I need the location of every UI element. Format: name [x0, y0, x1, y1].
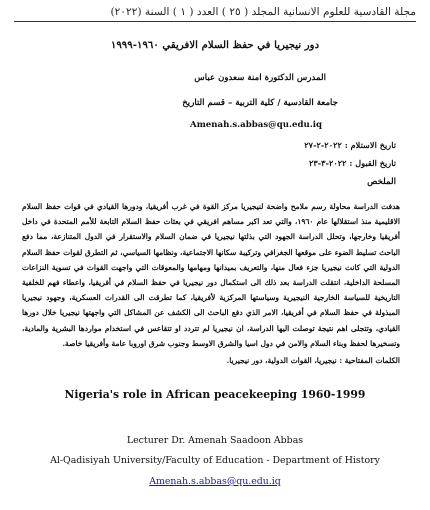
journal-header: مجلة القادسية للعلوم الانسانية المجلد ( ٢٥ ) العدد ( ١ ) السنة (٢٠٢٢) [14, 6, 416, 22]
arabic-affiliation: جامعة القادسية / كلية التربية – قسم التاريخ [182, 98, 338, 108]
english-author: Lecturer Dr. Amenah Saadoon Abbas [126, 435, 304, 446]
english-title: Nigeria's role in African peacekeeping 1960-1999 [64, 388, 366, 401]
received-date: تاريخ الاستلام : ٢٠٢٢-٢-٢٧ [304, 140, 396, 150]
accepted-date: تاريخ القبول : ٢٠٢٢-٣-٢٣ [308, 158, 396, 168]
arabic-keywords: الكلمات المفتاحية : نيجيريا، القوات الدولية، دور نيجيريا. [226, 356, 400, 365]
arabic-title: دور نيجيريا في حفظ السلام الافريقي ١٩٦٠-١٩٩٩ [110, 39, 320, 51]
arabic-author: المدرس الدكتورة امنة سعدون عباس [194, 73, 326, 83]
arabic-abstract: هدفت الدراسة محاولة رسم ملامح واضحة لنيجيريا مركز القوة في غرب أفريقيا، ودورها القيادي في قوات حفظ السلام الاقليمية منذ استقلالها عام ١٩٦٠، والتي تعد اكبر مساهم افريقي في بعثات حفظ السلام التابعة للأمم المتحدة في داخل أفريقيا وخارجها، وتحلل الدراسة الجهود التي بذلتها نيجيريا في ضمان السلام والاستقرار في الدول المتنازعة، مما دفع الباحث تسليط الضوء على موقعها الجغرافي وتركيبة سكانها الاجتماعية، ونظامها السياسي، ثم التطرق لقوات حفظ السلام الدولية التي كانت نيجيريا جزء فعال منها، والتعريف بميدانها ومهامها والمعوقات التي واجهت القوات في تسوية النزاعات المسلحة الداخلية، انتقلت الدراسة بعد ذلك الى استكمال دور نيجيريا في حفظ السلام في أفريقيا، واعطاء فهم للخلفية التاريخية للسياسة الخارجية النيجيرية وسياستها المركزية لأفريقيا، كما تطرقت الى القدرات العسكرية، وجهود نيجيريا المبذولة في حفظ السلام في أفريقيا، الامر الذي دفع الباحث الى الكشف عن المشاكل التي واجهتها نيجيريا خلال دورها القيادي، وتتجلى اهم نتيجة توصلت اليها الدراسة، ان نيجيريا لم تتردد او تتقاعس في استخدام مواردها البشرية والمادية، وتسخيرها لحفظ وبناء السلام والامن في دول اسيا والشرق الاوسط وجنوب شرق اوروبا عامة وأفريقيا خاصة. [22, 202, 400, 348]
english-affiliation: Al-Qadisiyah University/Faculty of Education - Department of History [50, 455, 380, 466]
abstract-heading: الملخص [367, 177, 396, 187]
english-email[interactable]: Amenah.s.abbas@qu.edu.iq [149, 476, 281, 487]
arabic-email: Amenah.s.abbas@qu.edu.iq [190, 120, 322, 130]
english-email-line [0, 476, 430, 487]
